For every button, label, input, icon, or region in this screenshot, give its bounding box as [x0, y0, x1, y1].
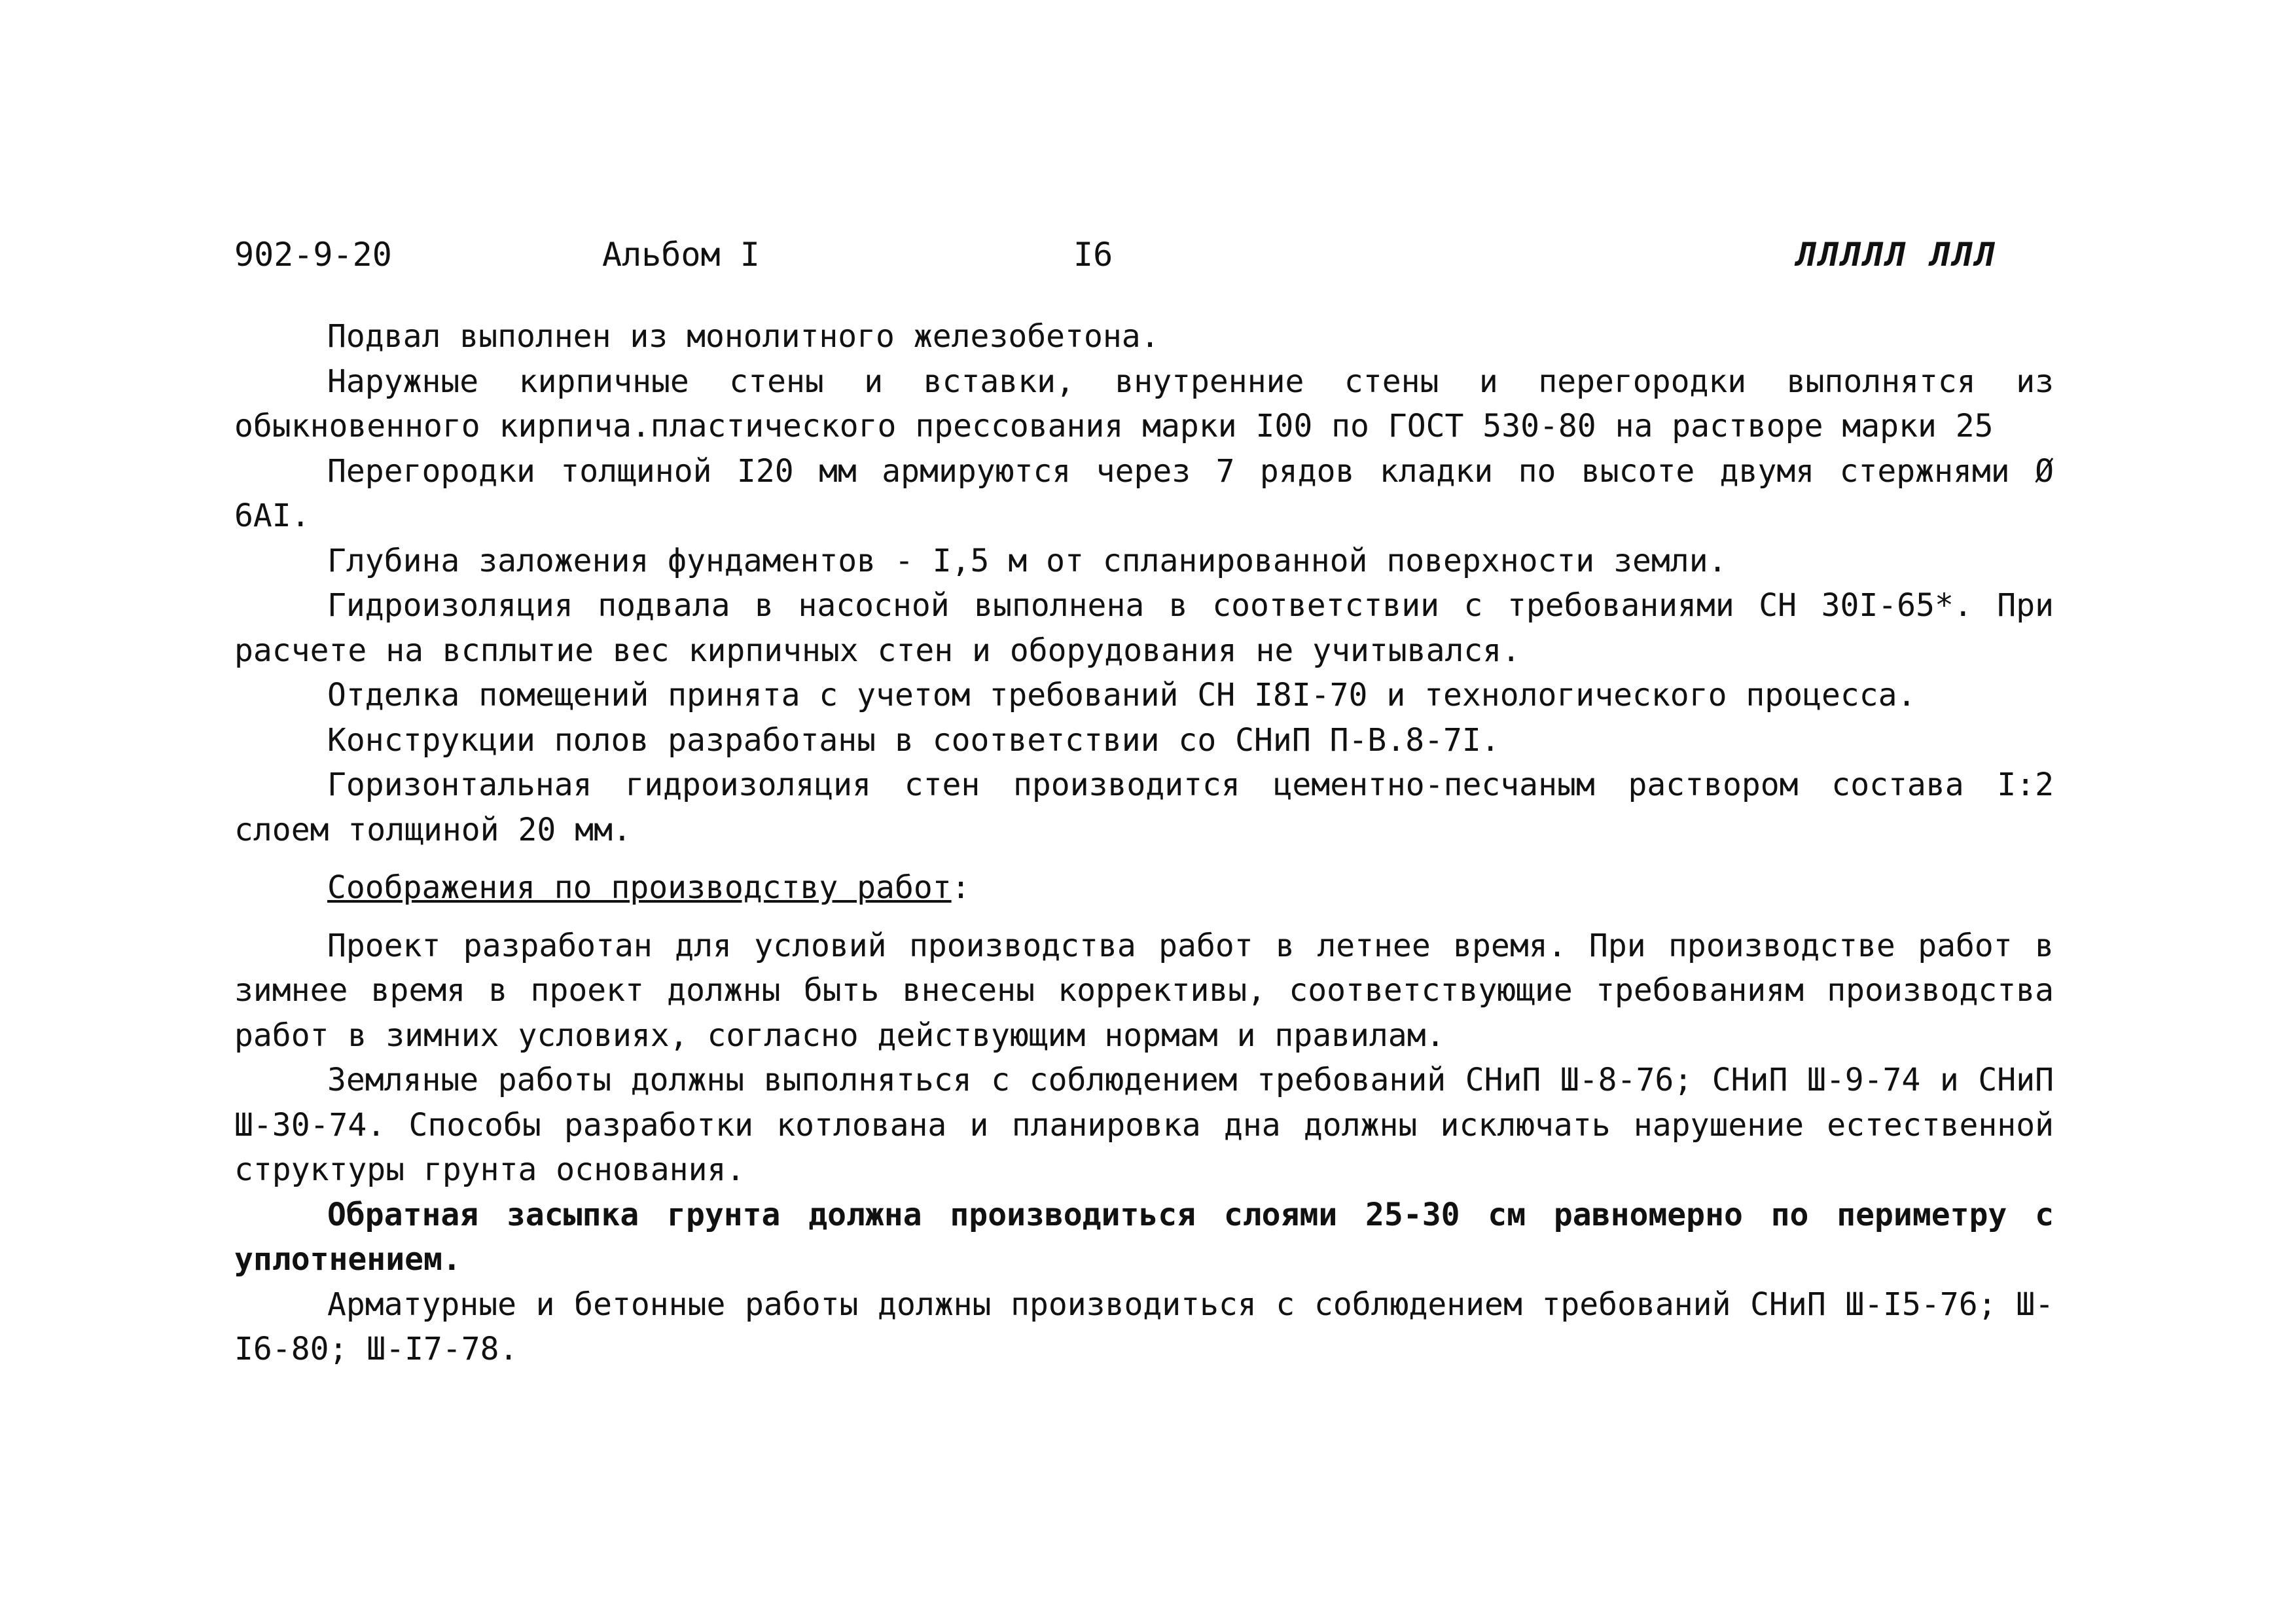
paragraph-horizontal-waterproofing: Горизонтальная гидроизоляция стен производится цементно-песчаным раствором состава I:2 слоем толщиной 20 мм. — [234, 767, 2054, 848]
paragraph-basement: Подвал выполнен из монолитного железобетона. — [327, 318, 1160, 355]
section-heading-colon: : — [951, 869, 971, 906]
paragraph-reinforcement-concrete: Арматурные и бетонные работы должны производиться с соблюдением требований СНиП Ш-I5-76; Ш-I6-80; Ш-I7-78. — [234, 1286, 2054, 1367]
section-heading — [234, 852, 2054, 924]
paragraph-waterproofing: Гидроизоляция подвала в насосной выполнена в соответствии с требованиями СН 30I-65*. При расчете на всплытие вес кирпичных стен и оборудования не учитывался. — [234, 587, 2054, 669]
stamp-mark: ЛЛЛЛЛ ЛЛЛ — [1797, 236, 1998, 274]
paragraph-partitions: Перегородки толщиной I20 мм армируются через 7 рядов кладки по высоте двумя стержнями Ø 6АI. — [234, 452, 2054, 534]
paragraph-finishing: Отделка помещений принята с учетом требований СН I8I-70 и технологического процесса. — [327, 677, 1916, 713]
page-number: I6 — [1073, 236, 1113, 274]
album-label: Альбом I — [602, 236, 760, 274]
document-body — [234, 314, 2054, 1372]
document-code: 902-9-20 — [234, 236, 392, 274]
page-header — [0, 236, 2296, 281]
paragraph-floors: Конструкции полов разработаны в соответствии со СНиП П-В.8-7I. — [327, 721, 1500, 759]
paragraph-foundation-depth: Глубина заложения фундаментов - I,5 м от спланированной поверхности земли. — [327, 542, 1727, 579]
paragraph-backfill: Обратная засыпка грунта должна производиться слоями 25-30 см равномерно по периметру с уплотнением. — [234, 1196, 2054, 1278]
paragraph-brick-walls: Наружные кирпичные стены и вставки, внутренние стены и перегородки выполнятся из обыкновенного кирпича.пластического прессования марки I00 по ГОСТ 530-80 на растворе марки 25 — [234, 363, 2054, 444]
paragraph-summer-conditions: Проект разработан для условий производства работ в летнее время. При производстве работ в зимнее время в проект должны быть внесены коррективы, соответствующие требованиям производства работ в зимних условиях, согласно действующим нормам и правилам. — [234, 927, 2054, 1054]
paragraph-earthworks: Земляные работы должны выполняться с соблюдением требований СНиП Ш-8-76; СНиП Ш-9-74 и СНиП Ш-30-74. Способы разработки котлована и планировка дна должны исключать нарушение естественной структуры грунта основания. — [234, 1062, 2054, 1188]
section-heading-text: Соображения по производству работ — [327, 869, 952, 906]
